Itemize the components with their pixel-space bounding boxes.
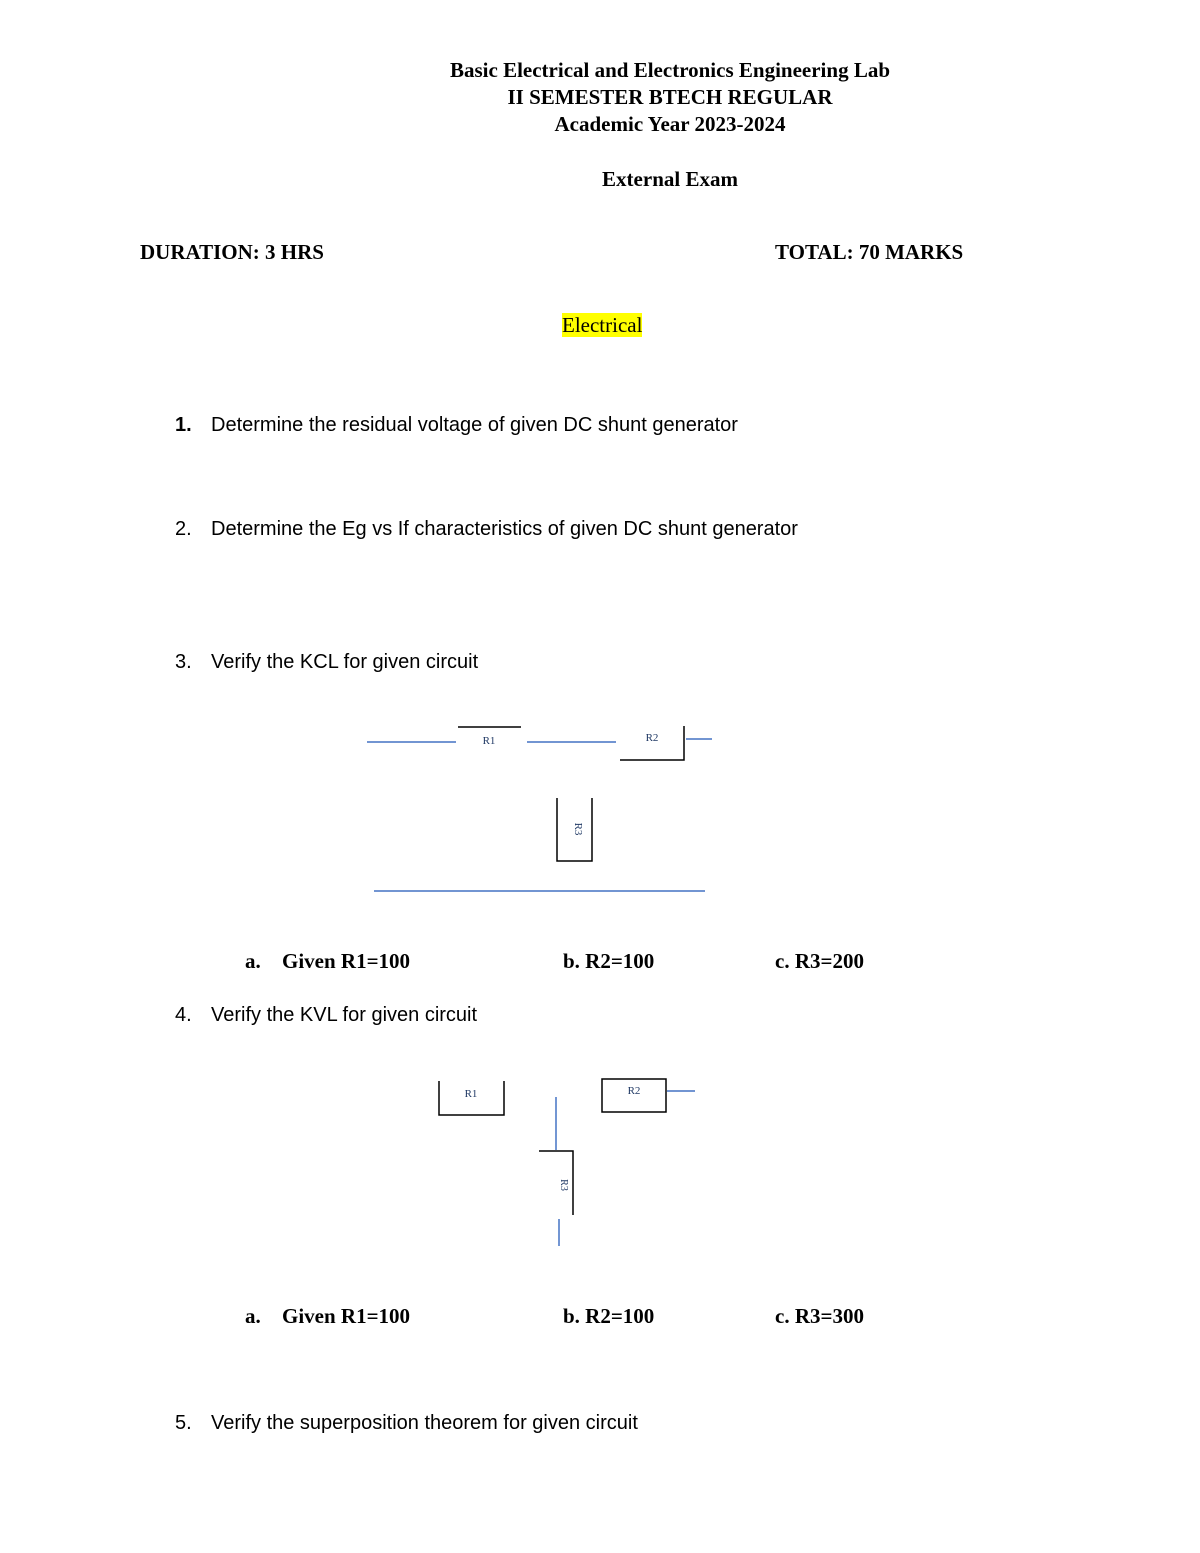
question-text: Verify the KVL for given circuit bbox=[211, 1004, 478, 1026]
kvl-r1-label: R1 bbox=[464, 1088, 478, 1100]
question-number: 1. bbox=[175, 414, 192, 436]
question-number: 4. bbox=[175, 1004, 192, 1026]
duration-label: DURATION: 3 HRS bbox=[140, 240, 324, 264]
kvl-option-c: c. R3=300 bbox=[775, 1304, 864, 1328]
kcl-r1-label: R1 bbox=[482, 735, 496, 747]
question-text: Determine the Eg vs If characteristics of given DC shunt generator bbox=[211, 518, 798, 540]
total-marks-label: TOTAL: 70 MARKS bbox=[775, 240, 964, 264]
kvl-option-a: Given R1=100 bbox=[282, 1304, 411, 1328]
kcl-option-a: Given R1=100 bbox=[282, 949, 411, 973]
question-4 bbox=[175, 1004, 477, 1027]
kvl-r3-label: R3 bbox=[558, 1179, 569, 1191]
question-number: 2. bbox=[175, 518, 192, 540]
kcl-r2-label: R2 bbox=[645, 732, 659, 744]
semester-line: II SEMESTER BTECH REGULAR bbox=[507, 85, 833, 109]
document-title: Basic Electrical and Electronics Engineering Lab bbox=[449, 58, 890, 82]
section-heading-text: Electrical bbox=[562, 313, 643, 337]
question-text: Verify the KCL for given circuit bbox=[211, 651, 479, 673]
kcl-option-b: b. R2=100 bbox=[563, 949, 655, 973]
question-number: 3. bbox=[175, 651, 192, 673]
kcl-option-a-marker: a. bbox=[245, 949, 261, 973]
kvl-option-b: b. R2=100 bbox=[563, 1304, 655, 1328]
question-number: 5. bbox=[175, 1412, 192, 1434]
kcl-r3-label: R3 bbox=[572, 822, 584, 836]
kvl-option-a-marker: a. bbox=[245, 1304, 261, 1328]
question-text: Verify the superposition theorem for given circuit bbox=[211, 1412, 638, 1434]
question-5 bbox=[175, 1412, 638, 1435]
kvl-r2-label: R2 bbox=[627, 1085, 641, 1097]
exam-type: External Exam bbox=[602, 167, 738, 191]
academic-year-line: Academic Year 2023-2024 bbox=[554, 112, 786, 136]
question-text: Determine the residual voltage of given DC shunt generator bbox=[211, 414, 738, 436]
kcl-option-c: c. R3=200 bbox=[775, 949, 864, 973]
